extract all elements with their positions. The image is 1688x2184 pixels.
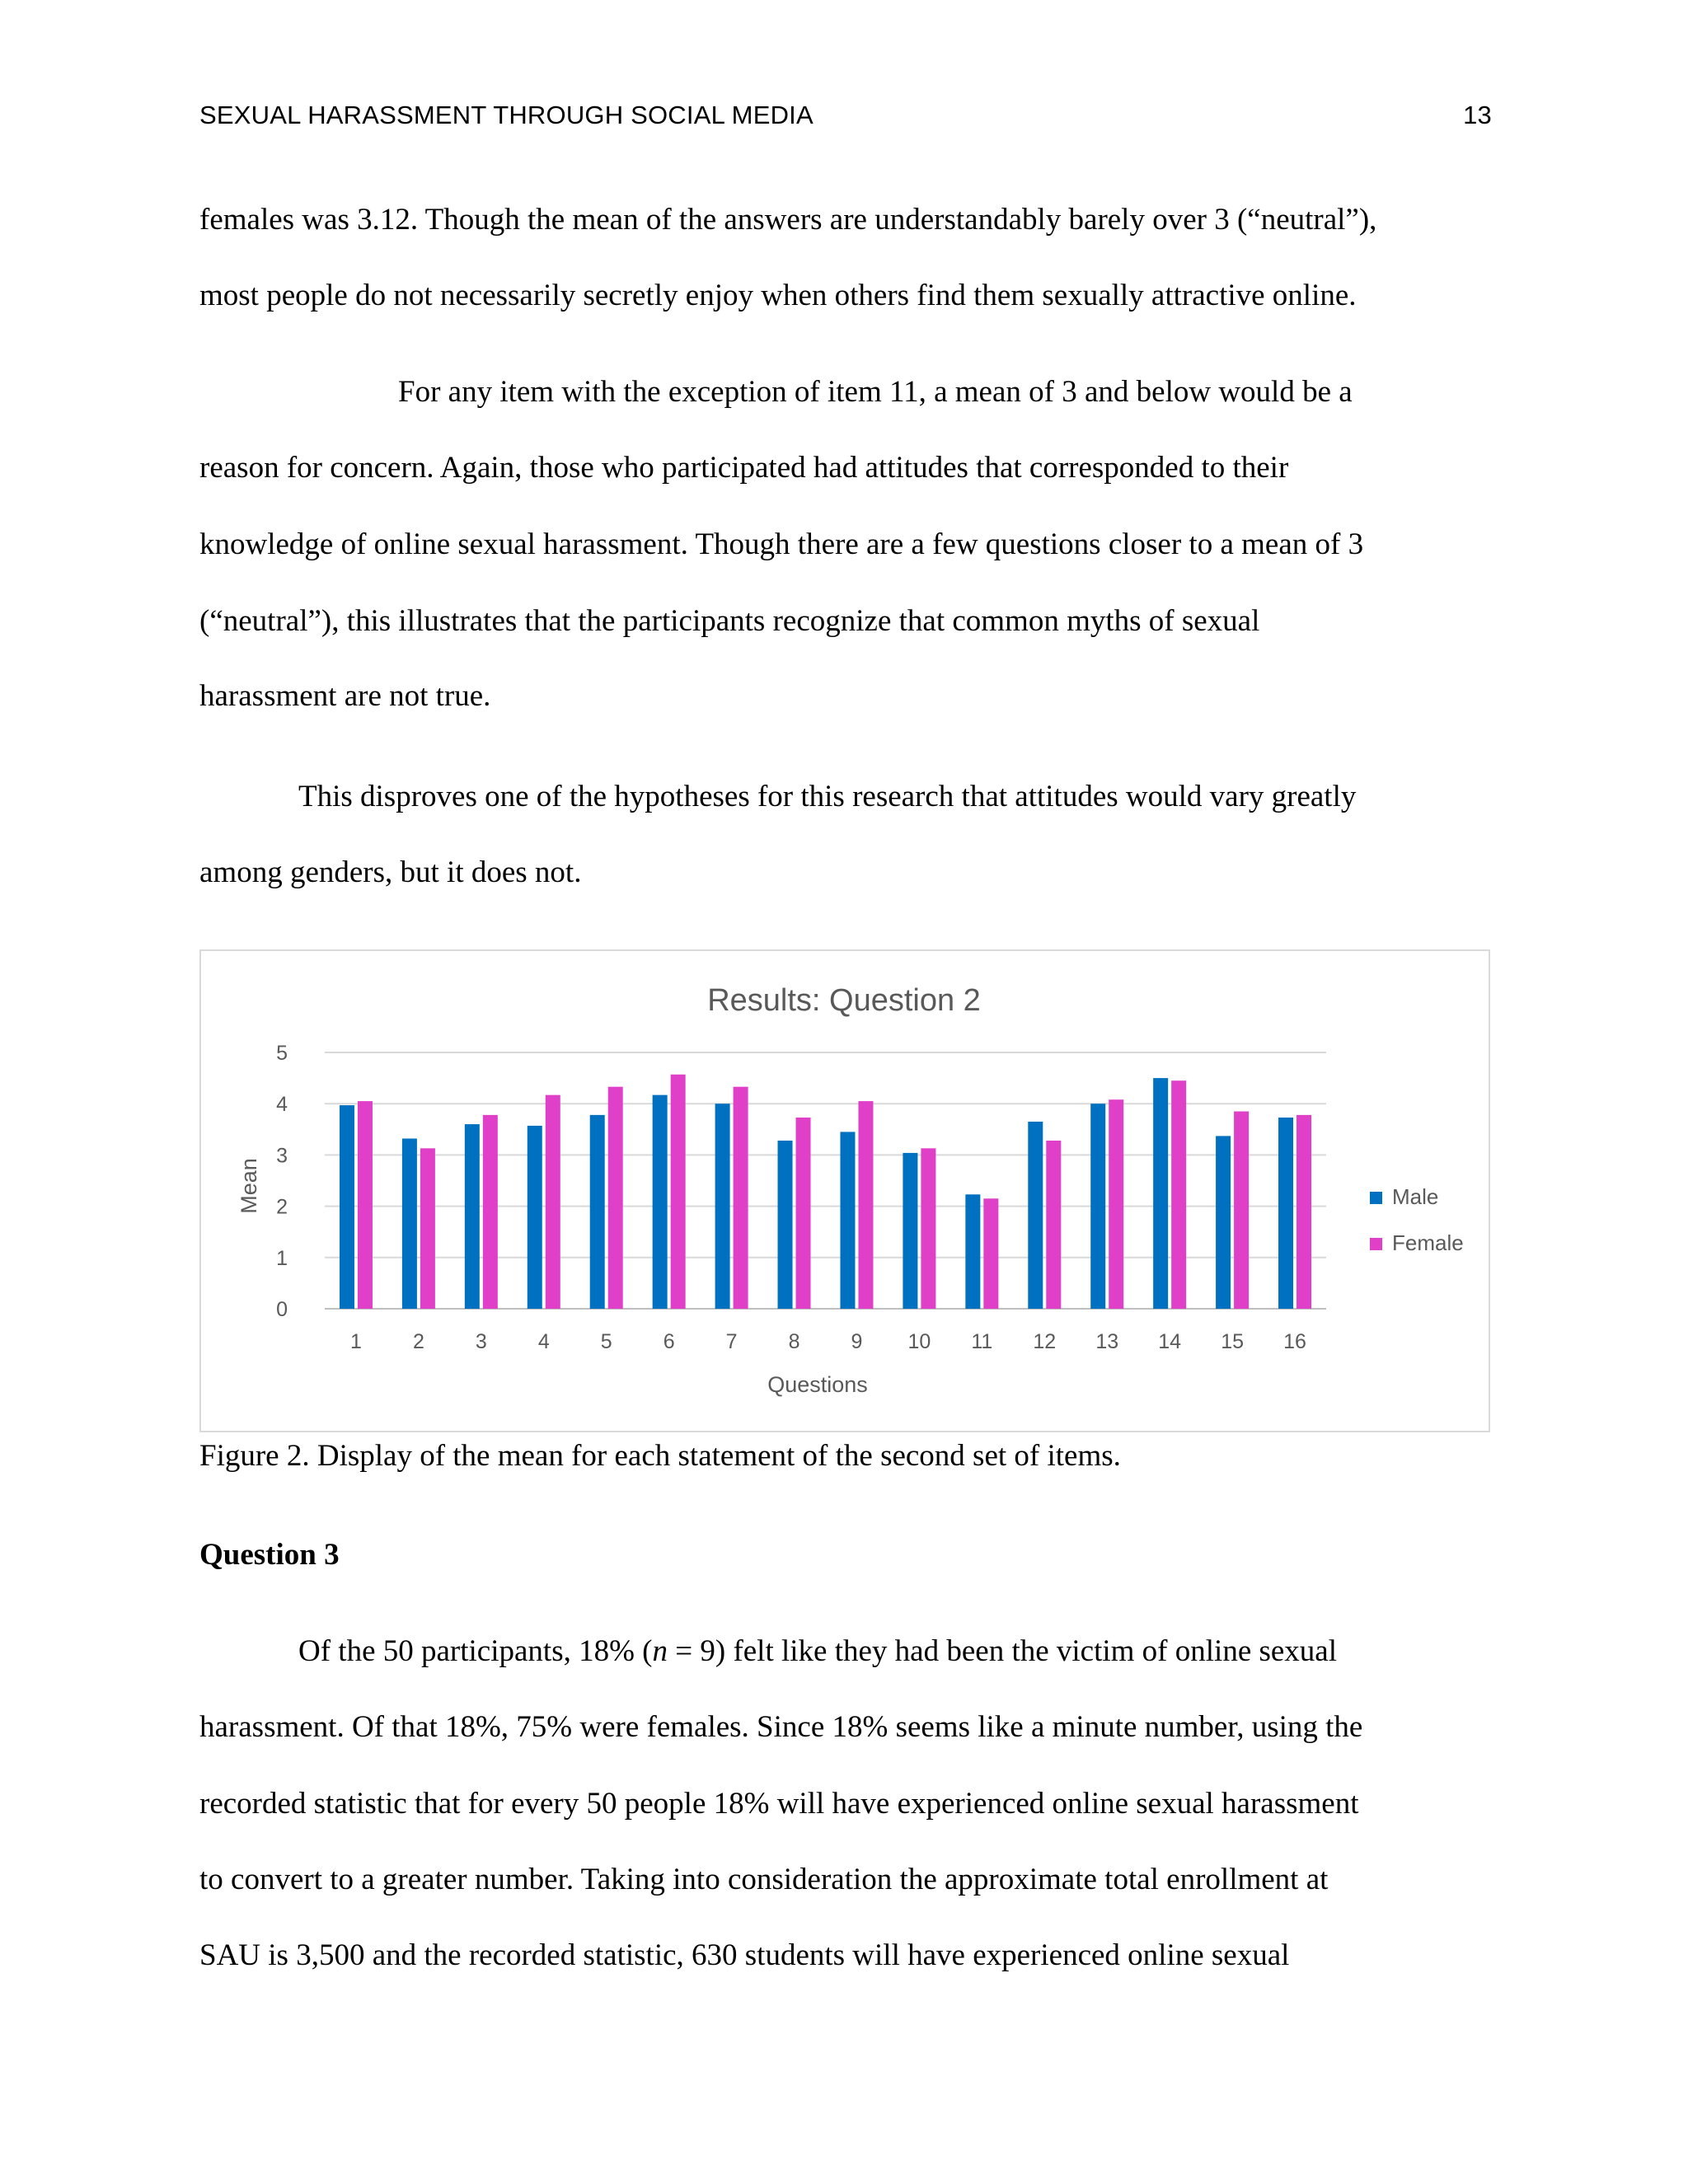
x-tick-label: 4 bbox=[537, 1330, 550, 1353]
x-tick-label: 9 bbox=[851, 1330, 863, 1353]
text-run: = 9) felt like they had been the victim of online sexual bbox=[668, 1634, 1338, 1668]
bar-male bbox=[715, 1104, 730, 1309]
bar-female bbox=[671, 1075, 686, 1309]
y-tick-label: 4 bbox=[276, 1093, 288, 1117]
x-tick-label: 1 bbox=[350, 1330, 362, 1353]
bar-chart bbox=[199, 949, 1490, 1432]
bar-female bbox=[420, 1148, 435, 1309]
legend-swatch bbox=[1370, 1238, 1382, 1250]
y-tick-label: 2 bbox=[276, 1195, 288, 1219]
y-tick-label: 3 bbox=[276, 1144, 288, 1168]
bar-male bbox=[778, 1141, 793, 1309]
legend-swatch bbox=[1370, 1192, 1382, 1204]
bar-female bbox=[734, 1087, 748, 1309]
bar-female bbox=[1171, 1080, 1186, 1309]
x-tick-label: 5 bbox=[600, 1330, 612, 1353]
bar-female bbox=[1109, 1099, 1123, 1309]
bar-male bbox=[402, 1138, 417, 1309]
bar-male bbox=[1278, 1118, 1293, 1309]
body-line bbox=[298, 1636, 1337, 1666]
x-tick-label: 10 bbox=[907, 1330, 931, 1353]
bar-female bbox=[358, 1101, 373, 1309]
x-tick-label: 13 bbox=[1095, 1330, 1119, 1353]
bar-male bbox=[1216, 1136, 1231, 1309]
text-run: Of the 50 participants, 18% ( bbox=[298, 1634, 653, 1668]
bar-male bbox=[1090, 1104, 1105, 1309]
y-tick-label: 5 bbox=[276, 1042, 288, 1065]
bar-female bbox=[483, 1115, 498, 1309]
figure-caption: Figure 2. Display of the mean for each statement of the second set of items. bbox=[199, 1439, 1121, 1473]
chart-title: Results: Question 2 bbox=[707, 983, 981, 1018]
bar-male bbox=[1028, 1122, 1043, 1309]
body-line: females was 3.12. Though the mean of the answers are understandably barely over 3 (“neutral”), bbox=[199, 203, 1377, 237]
bar-female bbox=[796, 1118, 811, 1309]
body-line: (“neutral”), this illustrates that the participants recognize that common myths of sexual bbox=[199, 604, 1260, 638]
body-line: recorded statistic that for every 50 people 18% will have experienced online sexual harassment bbox=[199, 1787, 1359, 1821]
x-axis-label: Questions bbox=[767, 1372, 868, 1397]
x-tick-label: 6 bbox=[663, 1330, 675, 1353]
legend-label: Male bbox=[1392, 1184, 1439, 1209]
bar-male bbox=[1153, 1078, 1168, 1309]
legend-label: Female bbox=[1392, 1230, 1464, 1255]
bar-female bbox=[1046, 1141, 1061, 1309]
y-tick-label: 0 bbox=[276, 1298, 288, 1321]
body-line: to convert to a greater number. Taking into consideration the approximate total enrollment at bbox=[199, 1863, 1329, 1896]
bar-male bbox=[653, 1095, 668, 1309]
x-tick-label: 12 bbox=[1033, 1330, 1057, 1353]
body-line: For any item with the exception of item 11, a mean of 3 and below would be a bbox=[398, 375, 1353, 409]
body-line: This disproves one of the hypotheses for this research that attitudes would vary greatly bbox=[298, 780, 1357, 813]
bar-male bbox=[590, 1115, 605, 1309]
page-number: 13 bbox=[1463, 101, 1492, 129]
bar-female bbox=[1296, 1115, 1311, 1309]
bar-female bbox=[858, 1101, 873, 1309]
body-line: harassment. Of that 18%, 75% were females. Since 18% seems like a minute number, using the bbox=[199, 1710, 1363, 1744]
section-heading: Question 3 bbox=[199, 1538, 340, 1572]
chart-canvas bbox=[201, 951, 1492, 1434]
x-tick-label: 11 bbox=[971, 1330, 993, 1353]
body-line: reason for concern. Again, those who participated had attitudes that corresponded to their bbox=[199, 451, 1289, 485]
bar-female bbox=[546, 1095, 560, 1309]
bar-male bbox=[965, 1194, 980, 1309]
bar-female bbox=[921, 1148, 935, 1309]
body-line: SAU is 3,500 and the recorded statistic, 630 students will have experienced online sexual bbox=[199, 1938, 1290, 1972]
x-tick-label: 16 bbox=[1283, 1330, 1306, 1353]
bar-female bbox=[1234, 1112, 1249, 1309]
bars bbox=[340, 1075, 1311, 1309]
body-line: most people do not necessarily secretly enjoy when others find them sexually attractive online. bbox=[199, 279, 1357, 312]
bar-female bbox=[608, 1087, 623, 1309]
running-header bbox=[199, 101, 1492, 130]
running-head-title: SEXUAL HARASSMENT THROUGH SOCIAL MEDIA bbox=[199, 101, 814, 129]
italic-n: n bbox=[652, 1634, 668, 1668]
bar-male bbox=[840, 1132, 855, 1309]
x-tick-label: 15 bbox=[1221, 1330, 1244, 1353]
bar-male bbox=[903, 1153, 917, 1309]
bar-male bbox=[528, 1126, 542, 1309]
bar-male bbox=[465, 1124, 480, 1309]
y-axis-label: Mean bbox=[237, 1158, 261, 1214]
body-line: among genders, but it does not. bbox=[199, 855, 582, 889]
bar-female bbox=[983, 1198, 998, 1309]
legend bbox=[1370, 1184, 1464, 1255]
bar-male bbox=[340, 1105, 354, 1309]
x-tick-label: 2 bbox=[412, 1330, 424, 1353]
body-line: knowledge of online sexual harassment. Though there are a few questions closer to a mean of 3 bbox=[199, 527, 1364, 561]
body-line: harassment are not true. bbox=[199, 679, 491, 713]
x-tick-label: 8 bbox=[788, 1330, 800, 1353]
x-tick-label: 14 bbox=[1158, 1330, 1182, 1353]
x-tick-label: 7 bbox=[725, 1330, 738, 1353]
x-tick-label: 3 bbox=[475, 1330, 487, 1353]
y-tick-label: 1 bbox=[276, 1246, 288, 1270]
